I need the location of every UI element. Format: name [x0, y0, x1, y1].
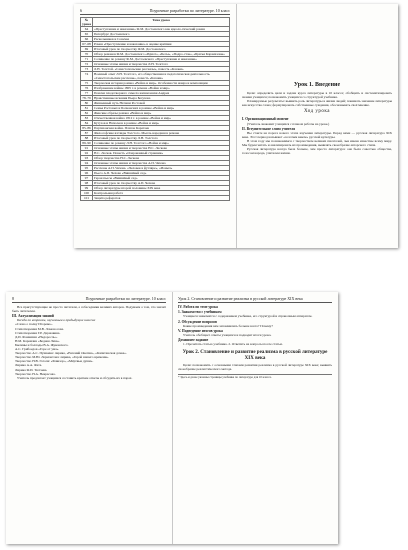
step-2-text: Какие произведения вам запомнились больше всего? Почему? — [183, 323, 273, 328]
lesson-topic-cell: «Преступление и наказание» Ф.М. Достоевского как идеоло-гический роман — [93, 27, 230, 32]
lesson-number-cell: 95 — [81, 166, 93, 171]
section-5-text: Учитель обобщает ответы учащихся и подводит итоги урока. — [183, 333, 272, 337]
lesson-1-goals: Цели: определить цели и задачи курса литературы в 10 классе; обобщить и систематизировать знания учащихся; познакомить учащихся со структурой учебника. — [242, 91, 392, 100]
bottom-spread — [6, 292, 338, 544]
lesson-number-cell: 99 — [81, 186, 93, 191]
step-2-heading: 2. Обсуждение вопросов — [178, 319, 217, 324]
lesson-number-cell: 72 — [81, 62, 93, 67]
homework-heading: Домашнее задание — [178, 338, 209, 343]
lesson-topic-cell: Семья Ростовых и Болконских в романе «Война и мир» — [93, 106, 230, 111]
lesson-topic-cell: Отечественная война 1812 г. в романе «Война и мир» — [93, 116, 230, 121]
list-item: Былины и баллады В.А. Жуковского. — [15, 342, 69, 347]
closing-paragraph: Учитель предлагает учащимся составить краткие ответы и обсудить их в парах. — [17, 375, 133, 380]
lesson-topic-cell: Л.Н. Толстой. «Севастопольские рассказы», повесть «Казаки» — [93, 67, 230, 72]
list-item: «Слово о полку Игореве». — [15, 322, 53, 327]
section-4-heading: IV. Работа по теме урока — [178, 305, 218, 309]
page-number: 6 — [80, 8, 82, 13]
lesson-number-cell: 85–86 — [82, 126, 91, 130]
step-1-text: Учащиеся знакомятся с содержанием учебника, его структурой и справочным аппаратом. — [183, 314, 313, 319]
lesson-plan-body — [81, 27, 230, 201]
paragraph-3: Вы стоите на пороге нового этапа изучения литературы. Перед вами — русская литература XIX века. Этот период называют «золотым веком» русской культуры. — [242, 130, 392, 139]
lesson-topic-cell: Основные этапы жизни и творчества Л.Н. Толстого — [93, 62, 230, 67]
running-head-text: Поурочные разработки по литературе. 10 класс — [149, 8, 230, 13]
lesson-number-cell: 94 — [81, 161, 93, 166]
list-item: Н.М. Карамзин «Бедная Лиза». — [15, 338, 60, 343]
lesson-number-cell: 70 — [81, 52, 93, 57]
lesson-topic-cell: Сочинение по роману Л.Н. Толстого «Война и мир» — [93, 141, 230, 146]
lesson-topic-cell: Итоговый урок по творчеству Л.Н. Толстого — [93, 136, 230, 141]
lesson-plan-table — [80, 17, 230, 201]
lesson-number-cell: 82 — [81, 111, 93, 116]
bottom-right-running-head — [178, 296, 332, 303]
lesson-topic-cell: Контрольная работа — [93, 191, 230, 196]
list-item: Д.И. Фонвизин «Недоросль». — [15, 334, 58, 339]
lesson-number-cell: 101 — [81, 196, 93, 201]
lesson-number-cell: 83 — [81, 116, 93, 121]
review-list — [12, 322, 166, 375]
lesson-topic-header: Тема урока — [93, 18, 230, 27]
table-row — [81, 52, 230, 57]
lesson-number-cell: 92 — [81, 151, 93, 156]
paragraph-5: Русская литература всегда была больше, чем просто литература: она была совестью общества, голосом народа, учителем жизни. — [242, 147, 392, 156]
top-left-page — [80, 8, 230, 248]
section-3-subheading: Беседа по вопросам, изученным в предыдущих классах — [17, 318, 96, 323]
step-1-text: (Учитель знакомит учащихся с планом работы на уроке.) — [247, 121, 330, 126]
lesson-topic-cell: Обзор литературы второй половины XIX века — [93, 186, 230, 191]
top-left-running-head — [80, 8, 230, 15]
lesson-topic-cell: Военный опыт Л.Н. Толстого, его общественная и педагогическая деятельность. «Севастопольские рассказы», повесть «Казаки» — [93, 72, 230, 81]
lesson-topic-cell: Обзор творчества Н.С. Лескова — [93, 156, 230, 161]
lesson-number-cell: 80 — [81, 101, 93, 106]
top-right-page — [242, 8, 392, 248]
lesson-number-cell: 77 — [81, 91, 93, 96]
paragraph-4: В этом году мы познакомимся с творчеством великих писателей, чьи имена известны всему миру. Мы будем читать и анализировать их произведения, выявлять своеобразие авторского стиля. — [242, 139, 392, 148]
lesson-topic-cell: Защита рефератов — [93, 196, 230, 201]
list-item: Творчество Н.В. Гоголя: «Ревизор», «Мёртвые души». — [15, 359, 94, 364]
bottom-right-page — [178, 296, 332, 544]
lesson-number-cell: 65 — [81, 32, 93, 37]
lesson-flow-heading: Ход урока — [303, 109, 331, 115]
page-number: 8 — [12, 296, 14, 301]
table-row — [81, 196, 230, 201]
list-item: Лирика А.А. Фета. — [15, 363, 43, 368]
top-spread — [74, 4, 398, 248]
lesson-topic-cell: Рассказы А.П. Чехова. «Человек в футляре», «Ионыч» — [93, 166, 230, 171]
list-item: Стихотворения М.В. Ломоносова. — [15, 326, 64, 331]
lesson-number-cell: 100 — [81, 191, 93, 196]
lesson-topic-cell: Пьеса А.П. Чехова «Вишнёвый сад» — [93, 171, 230, 176]
lesson-topic-cell: Основные этапы жизни и творчества А.П. Чехова — [93, 161, 230, 166]
lesson-topic-cell: Изображение войны 1805 г. в романе «Война и мир» — [93, 86, 230, 91]
lesson-number-header: № урока — [82, 18, 91, 26]
table-row — [81, 72, 230, 81]
lesson-topic-cell: Партизанская война. Платон Каратаев — [93, 126, 230, 131]
lesson-topic-cell: Петербург Достоевского — [93, 32, 230, 37]
lesson-number-cell: 88 — [81, 136, 93, 141]
lesson-topic-cell: Женские образы романа «Война и мир» — [93, 111, 230, 116]
lesson-number-cell: 84 — [81, 121, 93, 126]
step-1-heading: 1. Знакомство с учебником — [178, 310, 222, 315]
lesson-number-cell: 93 — [81, 156, 93, 161]
lesson-topic-cell: Н.С. Лесков. Повесть «Очарованный странник» — [93, 151, 230, 156]
section-3-heading: III. Актуализация знаний — [12, 314, 54, 319]
step-2-heading: II. Вступительное слово учителя — [242, 126, 296, 131]
bottom-left-running-head — [12, 296, 166, 303]
step-1-heading: I. Организационный момент — [242, 117, 289, 122]
lesson-number-cell: 98 — [81, 181, 93, 186]
lesson-number-cell: 76 — [81, 86, 93, 91]
bottom-spread-gutter — [172, 292, 173, 544]
lesson-number-cell: 78–79 — [82, 96, 91, 100]
lesson-topic-cell: Поиски плодотворного смысла жизни князя Андрея — [93, 91, 230, 96]
lesson-topic-cell: Герои пьесы «Вишнёвый сад» — [93, 176, 230, 181]
lesson-number-cell: 97 — [81, 176, 93, 181]
list-item: Творчество Н.А. Некрасова. — [15, 371, 56, 376]
lesson-topic-cell: Кутузов и Наполеон в романе «Война и мир» — [93, 121, 230, 126]
lesson-number-cell: 75 — [81, 81, 93, 86]
lesson-topic-cell: Основные этапы жизни и творчества Н.С. Лескова — [93, 146, 230, 151]
homework-text: 1. Прочитать статью учебника. 2. Ответить на вопросы после статьи. — [183, 342, 283, 347]
lesson-number-cell: 74 — [81, 72, 93, 81]
lesson-number-cell: 81 — [81, 106, 93, 111]
lesson-2-goals: Цели: познакомить с основными этапами развития реализма в русской литературе XIX века; выявить своеобразие реалистического метода. — [178, 363, 332, 372]
lesson-topic-cell: Философские взгляды Толстого. Мысль народная в романе — [93, 131, 230, 136]
list-item: Творчество М.Ю. Лермонтова: лирика, «Герой нашего времени». — [15, 355, 109, 360]
lesson-topic-cell: Роман «Преступление и наказание» в оценке критики — [93, 42, 230, 47]
section-5-heading: V. Подведение итогов урока — [178, 328, 223, 333]
lesson-topic-cell: Обзор романов Ф.М. Достоевского «Идиот», «Бесы», «Подро-сток», «Братья Карамазовы» — [93, 52, 230, 57]
bottom-left-page — [12, 296, 166, 544]
list-item: Творчество А.С. Пушкина: лирика, «Евгений Онегин», «Капитанская дочка». — [15, 351, 127, 356]
list-item: Лирика Ф.И. Тютчева. — [15, 367, 48, 372]
lesson-topic-cell: Жизненный путь Наташи Ростовой — [93, 101, 230, 106]
lesson-2-title: Урок 2. Становление и развитие реализма в русской литературе XIX века — [182, 350, 328, 362]
lesson-number-cell: 87 — [81, 131, 93, 136]
lesson-plan-header-row — [81, 18, 230, 27]
list-item: А.С. Грибоедов «Горе от ума». — [15, 347, 60, 352]
lesson-number-cell: 67–68 — [82, 42, 91, 46]
lesson-number-cell: 89–90 — [82, 141, 91, 145]
lesson-topic-cell: Раскольников и Сонечка — [93, 37, 230, 42]
lesson-number-cell: 64 — [81, 27, 93, 32]
lesson-topic-cell: Итоговый урок по творчеству А.П. Чехова — [93, 181, 230, 186]
lesson-number-cell: 71 — [81, 57, 93, 62]
running-head-text: Поурочные разработки по литературе. 10 класс — [85, 296, 166, 301]
table-row — [81, 81, 230, 86]
lesson-topic-cell: Итоговый урок по творчеству Ф.М. Достоевского — [93, 47, 230, 52]
lesson-number-cell: 96 — [81, 171, 93, 176]
lesson-topic-cell: Творческая история романа «Война и мир». Особенности жанра и композиции — [93, 81, 230, 86]
lesson-number-cell: 66 — [81, 37, 93, 42]
lesson-1-outcomes: Планируемые результаты: выявить роль литературы в жизни людей; понимать значение литературы как искусства слова; формулировать собственные суждения, обосновывать своё мнение. — [242, 99, 392, 108]
lesson-number-cell: 69 — [81, 47, 93, 52]
lesson-number-cell: 91 — [81, 146, 93, 151]
list-item: Стихотворения Г.Р. Державина. — [15, 330, 61, 335]
lesson-topic-cell: Нравственные искания Пьера Безухова — [93, 96, 230, 101]
lesson-number-cell: 73 — [81, 67, 93, 72]
top-spread-gutter — [236, 4, 237, 248]
lesson-1-title: Урок 1. Введение — [293, 82, 341, 88]
intro-paragraph: Все присутствующие не просто читатели, а собеседники великих авторов. Подумаем о том, что значит быть читателем. — [12, 305, 166, 314]
running-head-text: Урок 2. Становление и развитие реализма в русской литературе XIX века — [178, 296, 303, 301]
lesson-topic-cell: Сочинение по роману Ф.М. Достоевского «Преступление и наказание» — [93, 57, 230, 62]
footnote: * Здесь и далее указаны страницы учебника по литературе для 10 класса. — [178, 374, 332, 380]
